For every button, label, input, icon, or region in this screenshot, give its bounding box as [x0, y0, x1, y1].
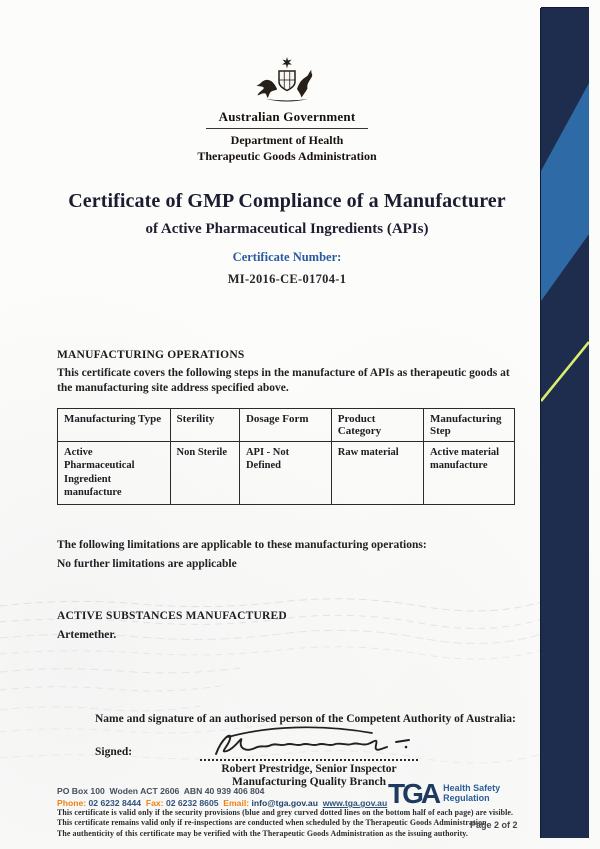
australian-coat-of-arms-icon — [251, 56, 323, 106]
validity-fine-print — [57, 808, 517, 839]
cell-manufacturing-type: Active Pharmaceutical Ingredient manufacture — [58, 441, 171, 505]
department-name: Department of Health — [230, 133, 344, 147]
certificate-number-value: MI-2016-CE-01704-1 — [227, 272, 347, 286]
security-band — [541, 8, 589, 838]
certificate-title: Certificate of GMP Compliance of a Manufacturer — [68, 190, 506, 212]
certificate-content — [57, 56, 517, 839]
table-header-row — [58, 408, 515, 441]
active-substances-value: Artemether. — [57, 629, 117, 642]
handwritten-signature — [200, 722, 418, 760]
government-header — [57, 56, 517, 164]
manufacturing-operations-table — [57, 408, 515, 506]
limitations-value: No further limitations are applicable — [57, 558, 237, 571]
manufacturing-operations-intro: This certificate covers the following steps in the manufacture of APIs as therapeutic goods at the manufacturing site address specified above. — [57, 367, 510, 395]
tga-logo-text: TGA — [388, 778, 439, 809]
signed-label: Signed: — [95, 746, 133, 759]
authorised-person-statement: Name and signature of an authorised person of the Competent Authority of Australia: — [95, 713, 516, 726]
phone-label: Phone: — [57, 798, 87, 808]
website-link[interactable]: www.tga.gov.au — [322, 798, 388, 808]
page-indicator: Page 2 of 2 — [470, 820, 518, 830]
phone-number: 02 6232 8444 — [88, 798, 142, 808]
postal-address: PO Box 100 Woden ACT 2606 ABN 40 939 406 804 — [57, 786, 265, 796]
signatory-branch: Manufacturing Quality Branch — [232, 776, 386, 789]
table-row — [58, 441, 515, 505]
fine-print-line-2: This certificate remains valid only if re-inspections are conducted when scheduled by the Therapeutic Goods Administration. — [57, 818, 489, 828]
footer-contact — [57, 786, 387, 808]
tga-logo — [388, 778, 501, 809]
col-manufacturing-type: Manufacturing Type — [58, 408, 171, 441]
certificate-subtitle: of Active Pharmaceutical Ingredients (APIs) — [145, 221, 429, 237]
fax-label: Fax: — [145, 798, 164, 808]
fax-number: 02 6232 8605 — [165, 798, 219, 808]
tagline-line-2: Regulation — [443, 792, 490, 803]
certificate-number-label: Certificate Number: — [232, 250, 342, 264]
header-divider — [206, 128, 368, 129]
cell-dosage-form: API - Not Defined — [239, 441, 331, 505]
signature-block — [200, 738, 418, 788]
email-address: info@tga.gov.au — [251, 798, 318, 808]
active-substances-heading: ACTIVE SUBSTANCES MANUFACTURED — [57, 610, 287, 623]
manufacturing-operations-heading: MANUFACTURING OPERATIONS — [57, 349, 245, 361]
cell-sterility: Non Sterile — [170, 441, 239, 505]
limitations-intro: The following limitations are applicable to these manufacturing operations: — [57, 539, 427, 552]
agency-name: Therapeutic Goods Administration — [197, 149, 377, 163]
col-manufacturing-step: Manufacturing Step — [423, 408, 514, 441]
col-sterility: Sterility — [170, 408, 239, 441]
government-name: Australian Government — [218, 109, 356, 124]
signatory-name: Robert Prestridge, Senior Inspector — [221, 763, 397, 776]
cell-manufacturing-step: Active material manufacture — [423, 441, 514, 505]
contact-line — [57, 798, 387, 808]
col-dosage-form: Dosage Form — [239, 408, 331, 441]
fine-print-line-3: The authenticity of this certificate may be verified with the Therapeutic Goods Administration as the issuing authority. — [57, 828, 468, 838]
email-label: Email: — [223, 798, 250, 808]
tagline-line-1: Health Safety — [443, 783, 501, 793]
fine-print-line-1: This certificate is valid only if the security provisions (blue and grey curved dotted lines on the bottom half of each page) are visible. — [57, 808, 514, 818]
cell-product-category: Raw material — [331, 441, 423, 505]
tga-logo-tagline — [443, 784, 500, 803]
col-product-category: Product Category — [331, 408, 423, 441]
